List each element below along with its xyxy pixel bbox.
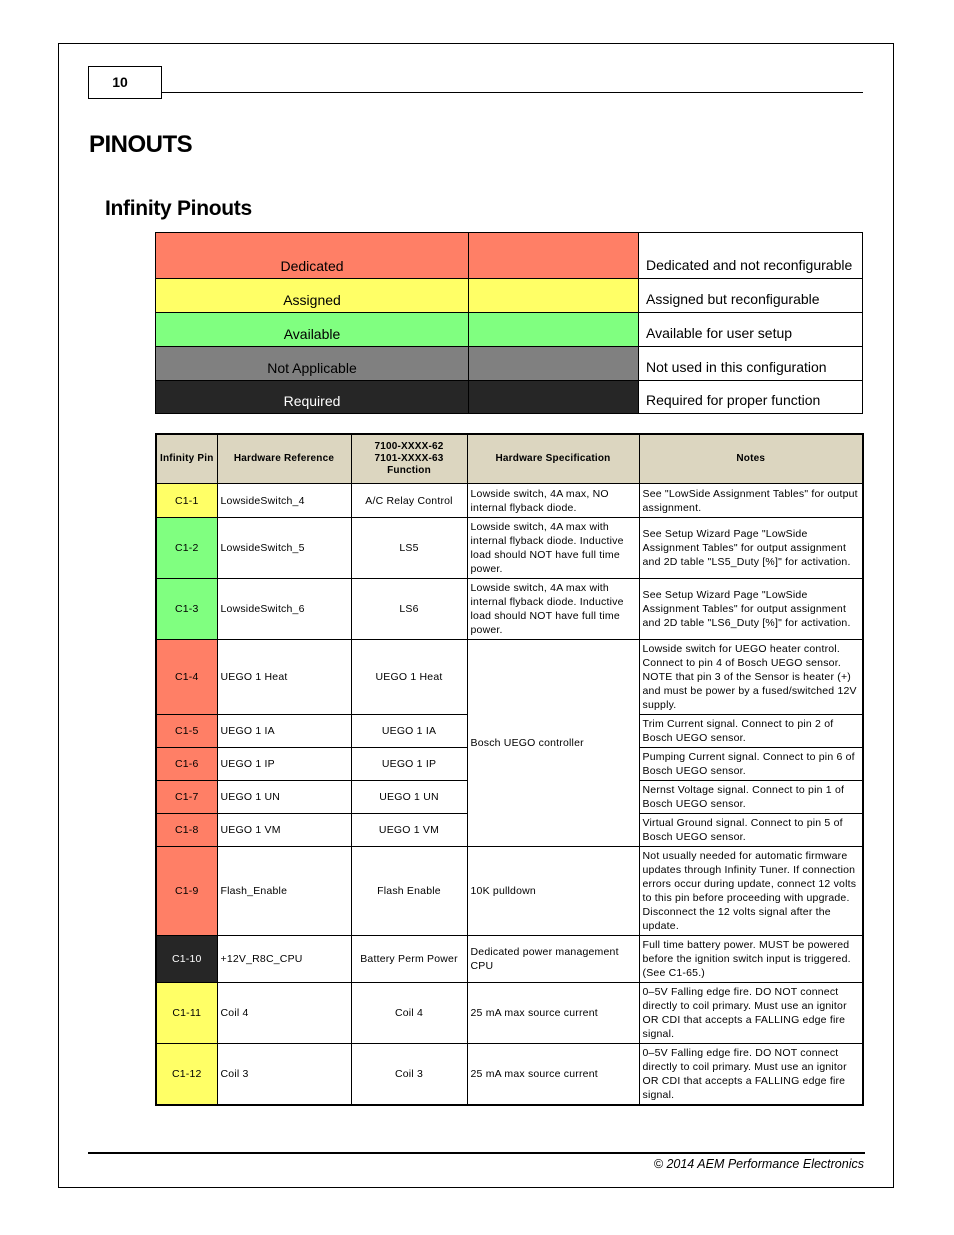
hw-ref-cell: LowsideSwitch_4 [217,484,351,518]
legend-row-assigned [156,279,863,313]
legend-row-dedicated [156,233,863,279]
hw-ref-cell: UEGO 1 Heat [217,640,351,715]
table-row [156,1044,863,1105]
table-header-row [156,434,863,484]
function-cell: A/C Relay Control [351,484,467,518]
function-cell: UEGO 1 IP [351,748,467,781]
pin-cell: C1-7 [156,781,217,814]
section-title: PINOUTS [89,131,193,158]
legend-row-available [156,313,863,347]
table-row [156,579,863,640]
footer-copyright: © 2014 AEM Performance Electronics [653,1157,864,1171]
legend-description: Required for proper function [639,381,863,414]
hw-spec-cell: Bosch UEGO controller [467,640,639,847]
function-cell: Coil 3 [351,1044,467,1105]
notes-cell: 0–5V Falling edge fire. DO NOT connect directly to coil primary. Must use an ignitor OR CDI that accepts a FALLING edge fire signal. [639,1044,863,1105]
hw-ref-cell: UEGO 1 IP [217,748,351,781]
notes-cell: Nernst Voltage signal. Connect to pin 1 of Bosch UEGO sensor. [639,781,863,814]
pinout-table [155,433,864,1106]
pin-cell: C1-4 [156,640,217,715]
notes-cell: Lowside switch for UEGO heater control. Connect to pin 4 of Bosch UEGO sensor. NOTE that pin 3 of the Sensor is heater (+) and must be power by a fused/switched 12V supply. [639,640,863,715]
hw-ref-cell: +12V_R8C_CPU [217,936,351,983]
notes-cell: Pumping Current signal. Connect to pin 6 of Bosch UEGO sensor. [639,748,863,781]
function-cell: LS5 [351,518,467,579]
legend-label: Not Applicable [156,347,469,381]
pin-cell: C1-9 [156,847,217,936]
function-cell: UEGO 1 Heat [351,640,467,715]
hw-ref-cell: Flash_Enable [217,847,351,936]
legend-label: Assigned [156,279,469,313]
function-cell: LS6 [351,579,467,640]
col-header-notes: Notes [639,434,863,484]
pin-cell: C1-1 [156,484,217,518]
function-cell: UEGO 1 VM [351,814,467,847]
legend-row-required [156,381,863,414]
page-number: 10 [88,66,162,99]
table-row [156,847,863,936]
notes-cell: Trim Current signal. Connect to pin 2 of Bosch UEGO sensor. [639,715,863,748]
hw-spec-cell: Lowside switch, 4A max with internal flyback diode. Inductive load should NOT have full time power. [467,579,639,640]
hw-ref-cell: UEGO 1 UN [217,781,351,814]
notes-cell: See Setup Wizard Page "LowSide Assignment Tables" for output assignment and 2D table "LS5_Duty [%]" for activation. [639,518,863,579]
legend-description: Assigned but reconfigurable [639,279,863,313]
function-header-line: 7100-XXXX-62 [374,441,444,452]
legend-description: Available for user setup [639,313,863,347]
table-row [156,640,863,715]
table-row [156,936,863,983]
pin-cell: C1-2 [156,518,217,579]
pin-cell: C1-10 [156,936,217,983]
pin-cell: C1-8 [156,814,217,847]
legend-row-not-applicable [156,347,863,381]
hw-ref-cell: UEGO 1 VM [217,814,351,847]
notes-cell: Full time battery power. MUST be powered before the ignition switch input is triggered. (See C1-65.) [639,936,863,983]
table-row [156,484,863,518]
legend-swatch [469,233,639,279]
legend-description: Dedicated and not reconfigurable [639,233,863,279]
function-cell: Coil 4 [351,983,467,1044]
function-cell: UEGO 1 IA [351,715,467,748]
hw-ref-cell: UEGO 1 IA [217,715,351,748]
col-header-pin: Infinity Pin [156,434,217,484]
hw-spec-cell: 25 mA max source current [467,1044,639,1105]
notes-cell: See "LowSide Assignment Tables" for output assignment. [639,484,863,518]
notes-cell: See Setup Wizard Page "LowSide Assignment Tables" for output assignment and 2D table "LS6_Duty [%]" for activation. [639,579,863,640]
notes-cell: Not usually needed for automatic firmware updates through Infinity Tuner. If connection errors occur during update, connect 12 volts to this pin before proceeding with upgrade. Disconnect the 12 volts signal after the update. [639,847,863,936]
col-header-function [351,434,467,484]
legend-table [155,232,863,414]
col-header-hw-spec: Hardware Specification [467,434,639,484]
notes-cell: 0–5V Falling edge fire. DO NOT connect directly to coil primary. Must use an ignitor OR CDI that accepts a FALLING edge fire signal. [639,983,863,1044]
pin-cell: C1-5 [156,715,217,748]
legend-swatch [469,381,639,414]
function-header-line: 7101-XXXX-63 [374,453,444,464]
legend-label: Dedicated [156,233,469,279]
notes-cell: Virtual Ground signal. Connect to pin 5 of Bosch UEGO sensor. [639,814,863,847]
hw-spec-cell: 25 mA max source current [467,983,639,1044]
legend-swatch [469,347,639,381]
hw-ref-cell: LowsideSwitch_5 [217,518,351,579]
hw-ref-cell: Coil 4 [217,983,351,1044]
function-header-line: Function [387,465,431,476]
hw-spec-cell: 10K pulldown [467,847,639,936]
hw-ref-cell: LowsideSwitch_6 [217,579,351,640]
legend-swatch [469,313,639,347]
table-row [156,518,863,579]
subsection-title: Infinity Pinouts [105,197,252,220]
legend-swatch [469,279,639,313]
pin-cell: C1-6 [156,748,217,781]
col-header-hw-ref: Hardware Reference [217,434,351,484]
legend-label: Required [156,381,469,414]
pin-cell: C1-11 [156,983,217,1044]
function-cell: Battery Perm Power [351,936,467,983]
hw-spec-cell: Lowside switch, 4A max with internal flyback diode. Inductive load should NOT have full time power. [467,518,639,579]
legend-description: Not used in this configuration [639,347,863,381]
pin-cell: C1-3 [156,579,217,640]
hw-spec-cell: Dedicated power management CPU [467,936,639,983]
footer-rule [88,1152,865,1154]
function-cell: UEGO 1 UN [351,781,467,814]
function-cell: Flash Enable [351,847,467,936]
legend-label: Available [156,313,469,347]
header-rule [162,92,863,93]
hw-ref-cell: Coil 3 [217,1044,351,1105]
table-row [156,983,863,1044]
pin-cell: C1-12 [156,1044,217,1105]
hw-spec-cell: Lowside switch, 4A max, NO internal flyback diode. [467,484,639,518]
